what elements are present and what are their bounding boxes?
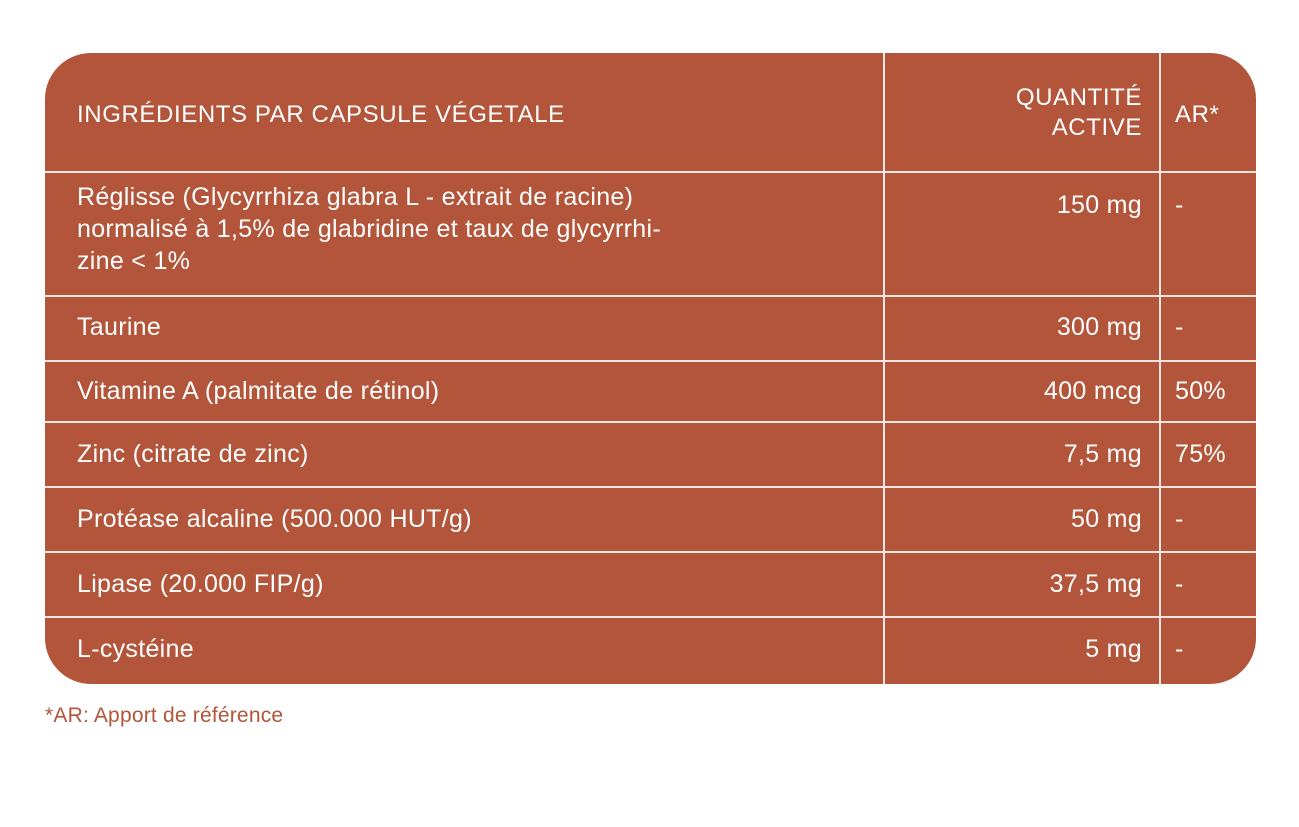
header-quantity-line2: ACTIVE — [1051, 114, 1142, 141]
table-row-quantity: 300 mg — [1056, 313, 1142, 341]
table-row-quantity: 37,5 mg — [1049, 570, 1142, 598]
table-row-name: Lipase (20.000 FIP/g) — [77, 570, 324, 598]
header-ingredients: INGRÉDIENTS PAR CAPSULE VÉGETALE — [77, 101, 565, 128]
table-row-ar: - — [1175, 570, 1184, 598]
nutrition-table — [45, 53, 1256, 684]
row-divider — [45, 360, 1256, 362]
table-row-name: L-cystéine — [77, 635, 194, 663]
table-row-ar: - — [1175, 505, 1184, 533]
table-row-name — [77, 181, 847, 277]
table-row-name: Taurine — [77, 313, 162, 341]
row-divider — [45, 616, 1256, 618]
row-name-line: Réglisse (Glycyrrhiza glabra L - extrait de racine) — [77, 183, 634, 211]
header-ar: AR* — [1175, 101, 1220, 128]
table-row-name: Vitamine A (palmitate de rétinol) — [77, 377, 440, 405]
table-row-quantity: 400 mcg — [1044, 377, 1142, 405]
table-row-ar: 50% — [1175, 377, 1226, 405]
row-divider — [45, 295, 1256, 297]
row-divider — [45, 171, 1256, 173]
row-divider — [45, 551, 1256, 553]
table-row-ar: - — [1175, 635, 1184, 663]
table-row-quantity: 7,5 mg — [1063, 440, 1142, 468]
table-row-ar: - — [1175, 313, 1184, 341]
table-row-quantity: 150 mg — [1056, 191, 1142, 219]
table-row-quantity: 50 mg — [1071, 505, 1142, 533]
row-divider — [45, 421, 1256, 423]
table-row-name: Zinc (citrate de zinc) — [77, 440, 309, 468]
table-row-name: Protéase alcaline (500.000 HUT/g) — [77, 505, 472, 533]
row-divider — [45, 486, 1256, 488]
column-divider-ar — [1159, 53, 1161, 684]
table-row-quantity: 5 mg — [1085, 635, 1142, 663]
header-quantity-line1: QUANTITÉ — [1015, 84, 1142, 111]
table-row-ar: 75% — [1175, 440, 1226, 468]
table-row-ar: - — [1175, 191, 1184, 219]
header-quantity — [882, 83, 1142, 143]
row-name-line: zine < 1% — [77, 247, 191, 275]
row-name-line: normalisé à 1,5% de glabridine et taux de glycyrrhi- — [77, 215, 661, 243]
footnote: *AR: Apport de référence — [45, 704, 284, 727]
